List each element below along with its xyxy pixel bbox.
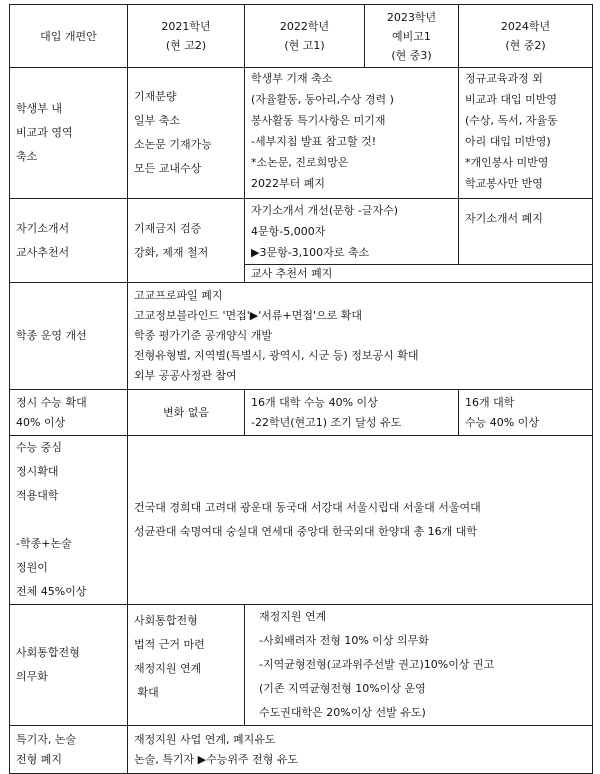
row-label-social-integration: 사회통합전형 의무화 (10, 605, 128, 726)
header-2024: 2024학년 (현 중2) (459, 5, 593, 68)
row-special-talent (10, 726, 593, 774)
header-2021: 2021학년 (현 고2) (128, 5, 245, 68)
header-row (10, 5, 593, 68)
header-2022: 2022학년 (현 고1) (245, 5, 365, 68)
cell-2021-social-integration: 사회통합전형 법적 근거 마련 재정지원 연계 확대 (128, 605, 245, 726)
cell-2024-regular-admission: 16개 대학 수능 40% 이상 (459, 390, 593, 436)
cell-2021-self-intro: 기재금지 검증 강화, 제재 철저 (128, 199, 245, 283)
cell-special-talent: 재정지원 사업 연계, 폐지유도 논술, 특기자 ▶수능위주 전형 유도 (128, 726, 593, 774)
row-student-selection (10, 283, 593, 390)
cell-social-integration: 재정지원 연계 -사회배려자 전형 10% 이상 의무화 -지역균형전형(교과위주선발 권고)10%이상 권고 (기존 지역균형전형 10%이상 운영 수도권대학은 20%이상 선발 유도) (245, 605, 593, 726)
admission-reform-table (9, 4, 593, 774)
cell-2024-school-record: 정규교육과정 외 비교과 대입 미반영 (수상, 독서, 자율동 아리 대입 미반영) *개인봉사 미반영 학교봉사만 반영 (459, 68, 593, 199)
cell-teacher-rec: 교사 추천서 폐지 (245, 265, 593, 283)
cell-student-selection: 고교프로파일 폐지 고교정보블라인드 '면접'▶'서류+면접'으로 확대 학종 평가기준 공개양식 개발 전형유형별, 지역별(특별시, 광역시, 시군 등) 정보공시 확대 외부 공공사정관 참여 (128, 283, 593, 390)
row-label-school-record: 학생부 내 비교과 영역 축소 (10, 68, 128, 199)
row-label-self-intro: 자기소개서 교사추천서 (10, 199, 128, 283)
header-reform-plan: 대입 개편안 (10, 5, 128, 68)
row-school-record (10, 68, 593, 199)
cell-2021-regular-admission: 변화 없음 (128, 390, 245, 436)
row-self-intro (10, 199, 593, 265)
cell-2022-23-regular-admission: 16개 대학 수능 40% 이상 -22학년(현고1) 조기 달성 유도 (245, 390, 459, 436)
cell-target-universities: 건국대 경희대 고려대 광운대 동국대 서강대 서울시립대 서울대 서울여대 성균관대 숙명여대 숭실대 연세대 중앙대 한국외대 한양대 총 16개 대학 (128, 436, 593, 605)
cell-2022-23-school-record: 학생부 기재 축소 (자율활동, 동아리,수상 경력 ) 봉사활동 특기사항은 미기재 -세부지침 발표 참고할 것! *소논문, 진로희망은 2022부터 폐지 (245, 68, 459, 199)
row-label-target-universities: 수능 중심 정시확대 적용대학 -학종+논술 정원이 전체 45%이상 (10, 436, 128, 605)
cell-2024-self-intro: 자기소개서 폐지 (459, 199, 593, 265)
row-social-integration (10, 605, 593, 726)
row-label-special-talent: 특기자, 논술 전형 폐지 (10, 726, 128, 774)
cell-2022-23-self-intro: 자기소개서 개선(문항 -글자수) 4문항-5,000자 ▶3문항-3,100자로 축소 (245, 199, 459, 265)
row-label-student-selection: 학종 운영 개선 (10, 283, 128, 390)
row-regular-admission (10, 390, 593, 436)
header-2023: 2023학년 예비고1 (현 중3) (365, 5, 459, 68)
cell-2021-school-record: 기재분량 일부 축소 소논문 기재가능 모든 교내수상 (128, 68, 245, 199)
row-label-regular-admission: 정시 수능 확대 40% 이상 (10, 390, 128, 436)
row-target-universities (10, 436, 593, 605)
